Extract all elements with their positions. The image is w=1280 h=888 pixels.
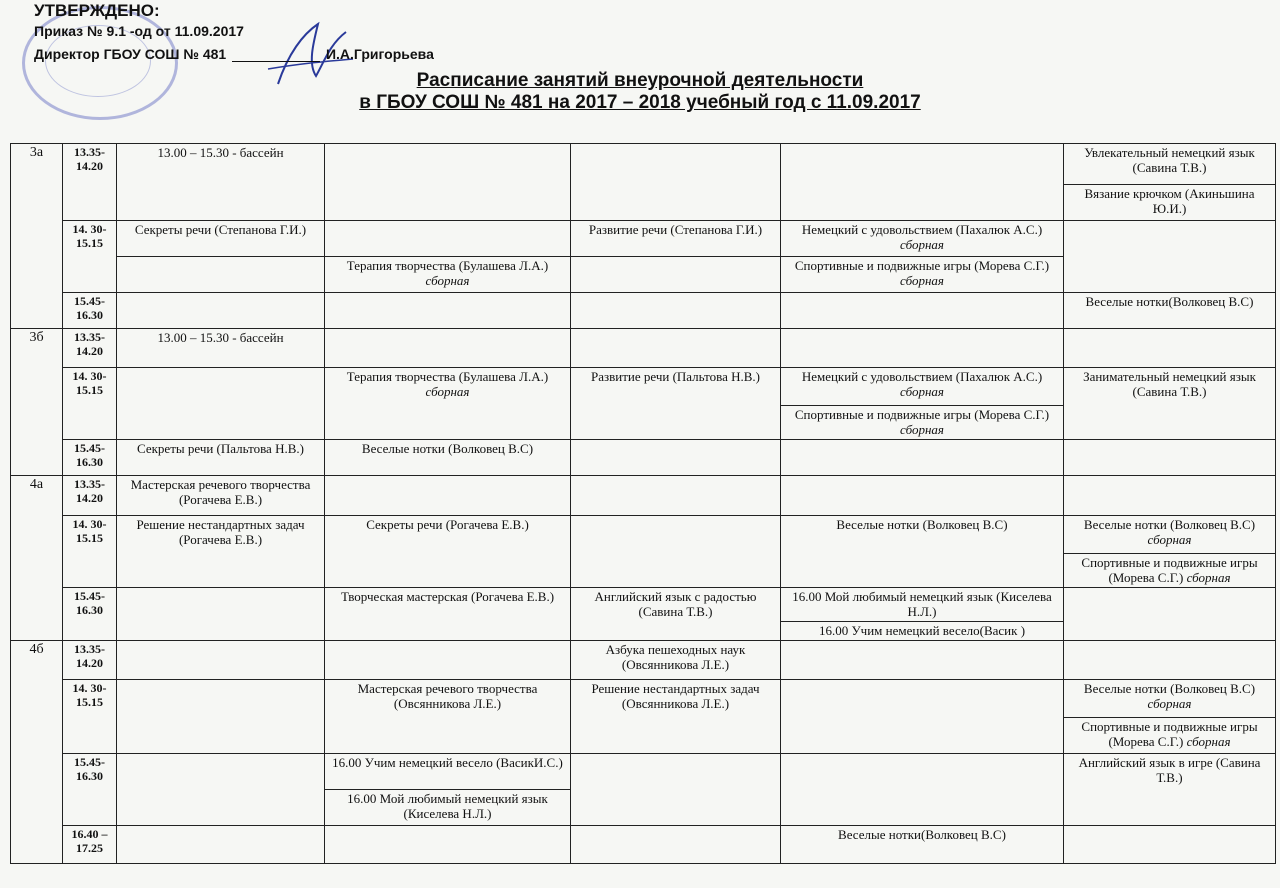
lesson-cell — [781, 440, 1064, 476]
lesson-cell: Развитие речи (Пальтова Н.В.) — [571, 368, 781, 440]
table-row — [11, 754, 1276, 790]
class-label: 3б — [11, 329, 63, 476]
time-slot: 16.40 – 17.25 — [63, 826, 117, 864]
lesson-cell — [571, 329, 781, 368]
lesson-cell — [1064, 440, 1276, 476]
lesson-cell — [571, 144, 781, 221]
lesson-cell — [117, 680, 325, 754]
lesson-cell — [781, 680, 1064, 754]
lesson-cell: 16.00 Мой любимый немецкий язык (Киселева Н.Л.) — [781, 588, 1064, 622]
lesson-cell: Веселые нотки(Волковец В.С) — [1064, 293, 1276, 329]
lesson-cell — [325, 476, 571, 516]
time-slot: 15.45-16.30 — [63, 440, 117, 476]
lesson-cell: Терапия творчества (Булашева Л.А.) сборная — [325, 368, 571, 440]
lesson-cell — [571, 754, 781, 826]
table-row — [11, 476, 1276, 516]
class-label: 4б — [11, 641, 63, 864]
lesson-cell — [325, 641, 571, 680]
table-row — [11, 221, 1276, 257]
lesson-cell: Веселые нотки (Волковец В.С) — [781, 516, 1064, 588]
lesson-cell: Спортивные и подвижные игры (Морева С.Г.) сборная — [1064, 718, 1276, 754]
table-row — [11, 440, 1276, 476]
lesson-cell — [325, 329, 571, 368]
time-slot: 13.35-14.20 — [63, 641, 117, 680]
lesson-cell — [781, 476, 1064, 516]
lesson-cell — [325, 826, 571, 864]
director-line — [34, 46, 434, 62]
lesson-cell: Решение нестандартных задач (Овсянникова Л.Е.) — [571, 680, 781, 754]
lesson-cell — [117, 368, 325, 440]
lesson-cell — [781, 329, 1064, 368]
lesson-cell — [1064, 221, 1276, 293]
time-slot: 14. 30-15.15 — [63, 221, 117, 293]
lesson-cell — [781, 293, 1064, 329]
lesson-cell — [571, 516, 781, 588]
document-subtitle: в ГБОУ СОШ № 481 на 2017 – 2018 учебный год с 11.09.2017 — [359, 92, 921, 113]
table-row — [11, 680, 1276, 718]
lesson-cell: Веселые нотки (Волковец В.С) сборная — [1064, 680, 1276, 718]
lesson-cell: Веселые нотки (Волковец В.С) сборная — [1064, 516, 1276, 554]
director-title: Директор ГБОУ СОШ № 481 — [34, 46, 227, 62]
table-row — [11, 144, 1276, 185]
lesson-cell — [571, 293, 781, 329]
lesson-cell: Увлекательный немецкий язык (Савина Т.В.) — [1064, 144, 1276, 185]
table-row — [11, 641, 1276, 680]
table-row — [11, 293, 1276, 329]
lesson-cell — [1064, 329, 1276, 368]
lesson-cell — [117, 641, 325, 680]
schedule-table — [10, 143, 1276, 864]
lesson-cell: Занимательный немецкий язык (Савина Т.В.) — [1064, 368, 1276, 440]
time-slot: 13.35-14.20 — [63, 476, 117, 516]
lesson-cell: Развитие речи (Степанова Г.И.) — [571, 221, 781, 257]
lesson-cell: Творческая мастерская (Рогачева Е.В.) — [325, 588, 571, 641]
lesson-cell: Английский язык с радостью (Савина Т.В.) — [571, 588, 781, 641]
approval-label: УТВЕРЖДЕНО: — [34, 1, 160, 20]
class-label: 3а — [11, 144, 63, 329]
lesson-cell: Немецкий с удовольствием (Пахалюк А.С.) сборная — [781, 221, 1064, 257]
lesson-cell: Вязание крючком (Акиньшина Ю.И.) — [1064, 185, 1276, 221]
lesson-cell — [325, 144, 571, 221]
lesson-cell — [1064, 641, 1276, 680]
lesson-cell: Веселые нотки(Волковец В.С) — [781, 826, 1064, 864]
lesson-cell — [325, 293, 571, 329]
lesson-cell: Английский язык в игре (Савина Т.В.) — [1064, 754, 1276, 826]
table-row — [11, 368, 1276, 406]
lesson-cell — [781, 641, 1064, 680]
lesson-cell: Секреты речи (Пальтова Н.В.) — [117, 440, 325, 476]
lesson-cell — [571, 826, 781, 864]
lesson-cell — [1064, 476, 1276, 516]
time-slot: 13.35-14.20 — [63, 144, 117, 221]
lesson-cell: Веселые нотки (Волковец В.С) — [325, 440, 571, 476]
lesson-cell: 13.00 – 15.30 - бассейн — [117, 329, 325, 368]
lesson-cell — [325, 221, 571, 257]
lesson-cell — [117, 588, 325, 641]
table-row — [11, 588, 1276, 622]
lesson-cell: Спортивные и подвижные игры (Морева С.Г.) сборная — [781, 406, 1064, 440]
time-slot: 15.45-16.30 — [63, 293, 117, 329]
lesson-cell: Спортивные и подвижные игры (Морева С.Г.) сборная — [781, 257, 1064, 293]
lesson-cell: 16.00 Учим немецкий весело (ВасикИ.С.) — [325, 754, 571, 790]
lesson-cell — [117, 257, 325, 293]
lesson-cell: Спортивные и подвижные игры (Морева С.Г.) сборная — [1064, 554, 1276, 588]
document-title: Расписание занятий внеурочной деятельности — [416, 70, 864, 91]
lesson-cell — [571, 476, 781, 516]
lesson-cell: Азбука пешеходных наук (Овсянникова Л.Е.) — [571, 641, 781, 680]
lesson-cell — [571, 440, 781, 476]
lesson-cell — [117, 826, 325, 864]
table-row — [11, 826, 1276, 864]
director-name: И.А.Григорьева — [325, 46, 434, 62]
time-slot: 14. 30-15.15 — [63, 368, 117, 440]
time-slot: 14. 30-15.15 — [63, 680, 117, 754]
lesson-cell: Секреты речи (Степанова Г.И.) — [117, 221, 325, 257]
time-slot: 15.45-16.30 — [63, 754, 117, 826]
lesson-cell: Секреты речи (Рогачева Е.В.) — [325, 516, 571, 588]
lesson-cell: Мастерская речевого творчества (Овсянникова Л.Е.) — [325, 680, 571, 754]
lesson-cell: Мастерская речевого творчества (Рогачева Е.В.) — [117, 476, 325, 516]
class-label: 4а — [11, 476, 63, 641]
time-slot: 15.45-16.30 — [63, 588, 117, 641]
table-row — [11, 329, 1276, 368]
lesson-cell — [117, 754, 325, 826]
lesson-cell: 13.00 – 15.30 - бассейн — [117, 144, 325, 221]
lesson-cell — [781, 754, 1064, 826]
lesson-cell — [117, 293, 325, 329]
lesson-cell — [1064, 826, 1276, 864]
lesson-cell — [781, 144, 1064, 221]
lesson-cell — [1064, 588, 1276, 641]
table-row — [11, 516, 1276, 554]
lesson-cell: Решение нестандартных задач (Рогачева Е.В.) — [117, 516, 325, 588]
time-slot: 13.35-14.20 — [63, 329, 117, 368]
time-slot: 14. 30-15.15 — [63, 516, 117, 588]
lesson-cell: Немецкий с удовольствием (Пахалюк А.С.) сборная — [781, 368, 1064, 406]
lesson-cell: 16.00 Учим немецкий весело(Васик ) — [781, 622, 1064, 641]
lesson-cell: 16.00 Мой любимый немецкий язык (Киселева Н.Л.) — [325, 790, 571, 826]
lesson-cell: Терапия творчества (Булашева Л.А.) сборная — [325, 257, 571, 293]
lesson-cell — [571, 257, 781, 293]
document-header — [0, 0, 1280, 118]
signature-line — [232, 48, 320, 62]
order-line: Приказ № 9.1 -од от 11.09.2017 — [34, 23, 244, 39]
